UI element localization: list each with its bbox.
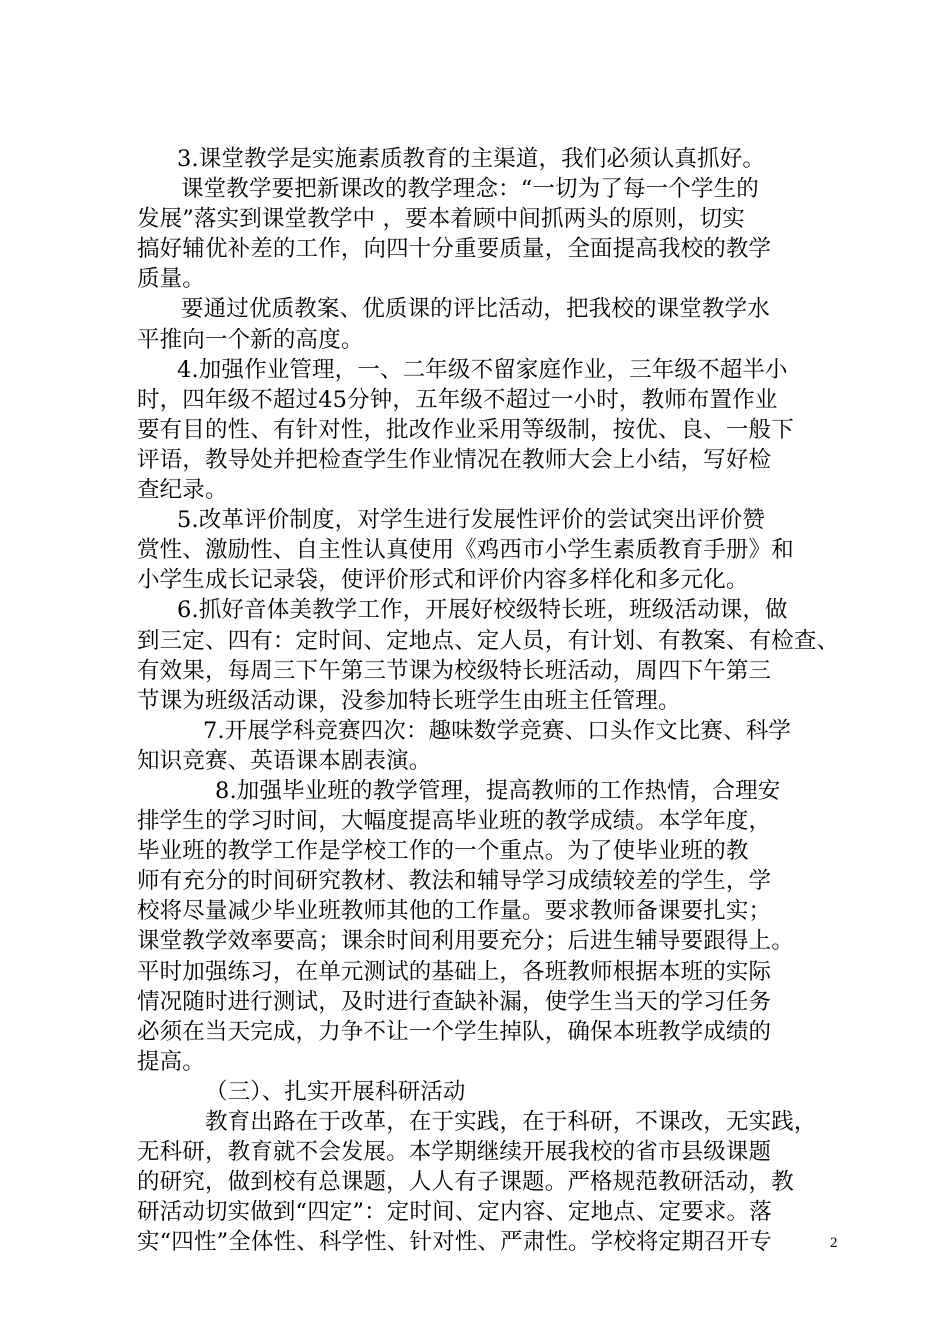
text-line: 8.加强毕业班的教学管理，提高教师的工作热情，合理安	[215, 777, 781, 804]
text-line: 5.改革评价制度，对学生进行发展性评价的尝试突出评价赞	[177, 507, 766, 534]
text-line: 排学生的学习时间，大幅度提高毕业班的教学成绩。本学年度，	[137, 808, 772, 835]
text-line: 要有目的性、有针对性，批改作业采用等级制，按优、良、一般下	[137, 416, 794, 443]
page-number: 2	[830, 1235, 838, 1251]
text-line: 的研究，做到校有总课题，人人有子课题。严格规范教研活动，教	[137, 1169, 794, 1196]
text-line: 评语，教导处并把检查学生作业情况在教师大会上小结，写好检	[137, 446, 772, 473]
text-line: 小学生成长记录袋，使评价形式和评价内容多样化和多元化。	[137, 567, 749, 594]
text-line: 有效果，每周三下午第三节课为校级特长班活动，周四下午第三	[137, 657, 772, 684]
text-line: 7.开展学科竞赛四次：趣味数学竞赛、口头作文比赛、科学	[203, 717, 792, 744]
text-line: 教育出路在于改革，在于实践，在于科研，不课改，无实践，	[205, 1109, 817, 1135]
text-line: 研活动切实做到“四定”：定时间、定内容、定地点、定要求。落	[137, 1199, 772, 1226]
text-line: 平时加强练习，在单元测试的基础上，各班教师根据本班的实际	[137, 958, 772, 985]
text-line: 毕业班的教学工作是学校工作的一个重点。为了使毕业班的教	[137, 838, 749, 865]
text-line: 校将尽量减少毕业班教师其他的工作量。要求教师备课要扎实；	[137, 898, 772, 925]
text-line: 搞好辅优补差的工作，向四十分重要质量，全面提高我校的教学	[137, 236, 772, 263]
text-line: 知识竞赛、英语课本剧表演。	[137, 747, 432, 774]
text-line: 6.抓好音体美教学工作，开展好校级特长班，班级活动课，做	[177, 597, 788, 624]
text-line: 平推向一个新的高度。	[137, 326, 364, 353]
text-line: 时，四年级不超过45分钟，五年级不超过一小时，教师布置作业	[137, 386, 778, 413]
text-line: 实“四性”全体性、科学性、针对性、严肃性。学校将定期召开专	[137, 1229, 772, 1256]
text-line: 提高。	[137, 1048, 205, 1075]
text-line: 赏性、激励性、自主性认真使用《鸡西市小学生素质教育手册》和	[137, 537, 794, 564]
text-line: 3.课堂教学是实施素质教育的主渠道，我们必须认真抓好。	[177, 146, 766, 172]
text-line: 4.加强作业管理，一、二年级不留家庭作业，三年级不超半小	[177, 356, 788, 383]
text-line: 查纪录。	[137, 477, 228, 504]
text-line: 质量。	[137, 266, 205, 293]
document-body	[137, 144, 843, 1257]
text-line: 情况随时进行测试，及时进行查缺补漏，使学生当天的学习任务	[137, 988, 772, 1015]
text-line: 无科研，教育就不会发展。本学期继续开展我校的省市县级课题	[137, 1139, 772, 1166]
text-line: 到三定、四有：定时间、定地点、定人员，有计划、有教案、有检查、	[137, 627, 840, 654]
text-line: 课堂教学要把新课改的教学理念：“一切为了每一个学生的	[181, 176, 759, 203]
text-line: 必须在当天完成，力争不让一个学生掉队，确保本班教学成绩的	[137, 1018, 772, 1045]
text-line: 课堂教学效率要高；课余时间利用要充分；后进生辅导要跟得上。	[137, 928, 794, 955]
text-line: 要通过优质教案、优质课的评比活动，把我校的课堂教学水	[181, 296, 770, 323]
text-line: 师有充分的时间研究教材、教法和辅导学习成绩较差的学生，学	[137, 868, 772, 895]
text-line: 发展”落实到课堂教学中 ，要本着顾中间抓两头的原则，切实	[137, 206, 745, 233]
text-line: 节课为班级活动课，没参加特长班学生由班主任管理。	[137, 687, 681, 714]
section-heading: （三）、扎实开展科研活动	[205, 1078, 466, 1105]
